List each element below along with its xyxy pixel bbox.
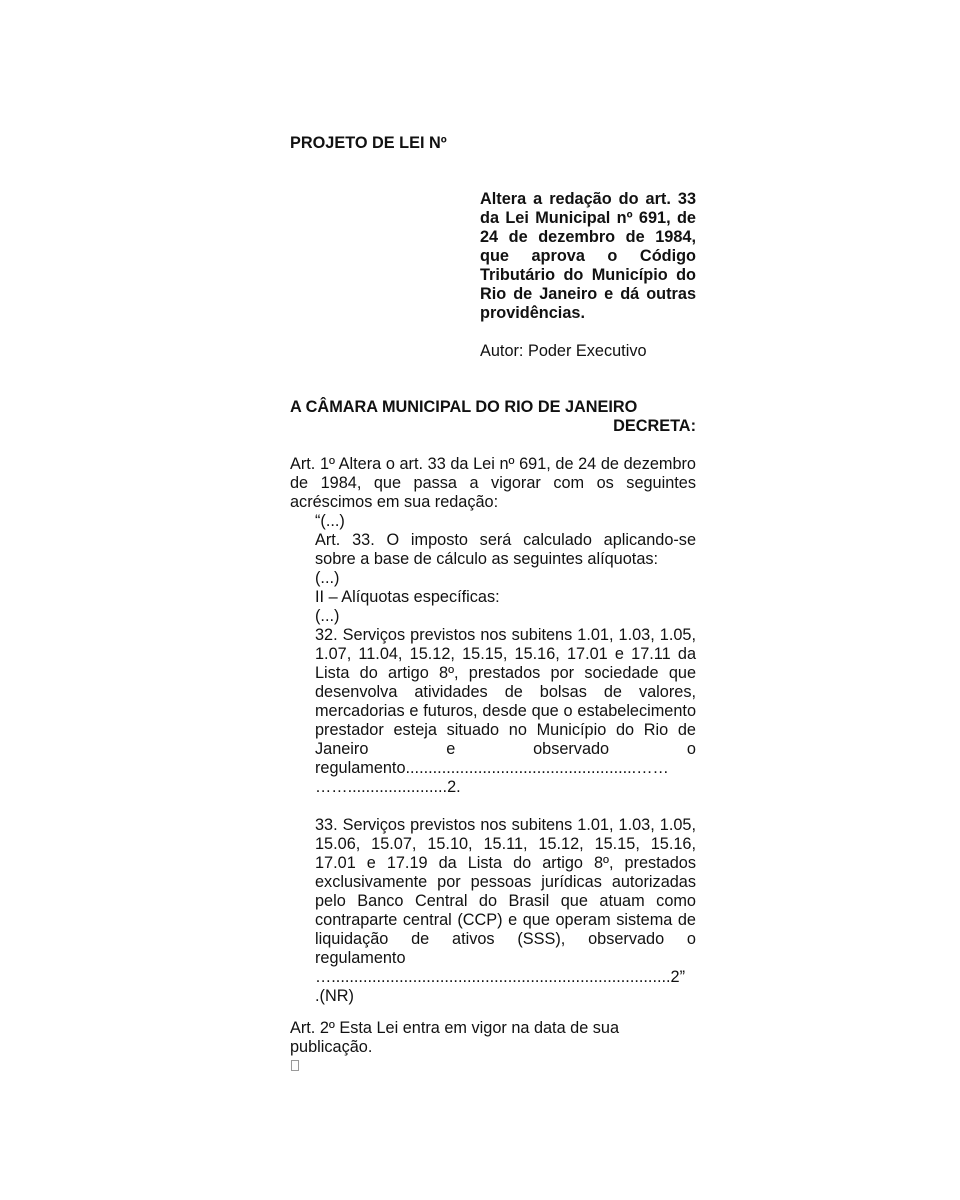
enacting-clause-decrees: DECRETA: (613, 417, 696, 435)
item-32-rate: ……......................2. (315, 778, 461, 796)
item-33-regulation: regulamento (315, 949, 406, 967)
enacting-clause-chamber: A CÂMARA MUNICIPAL DO RIO DE JANEIRO (290, 398, 638, 416)
item-32-text: 32. Serviços previstos nos subitens 1.01, 1.03, 1.05, 1.07, 11.04, 15.12, 15.15, 15.16, 17.01 e 17.11 da Lista do artigo 8º, prestados por sociedade que desenvolva atividades de bolsas de valores, mercadorias e futuros, desde que o estabelecimento prestador esteja situado no Município do Rio de Janeiro e observado o (315, 626, 696, 758)
bill-summary: Altera a redação do art. 33 da Lei Municipal nº 691, de 24 de dezembro de 1984, que aprova o Código Tributário do Município do Rio de Janeiro e dá outras providências. (480, 190, 696, 322)
item-33-text: 33. Serviços previstos nos subitens 1.01, 1.03, 1.05, 15.06, 15.07, 15.10, 15.11, 15.12, 15.15, 15.16, 17.01 e 17.19 da Lista do artigo 8º, prestados exclusivamente por pessoas jurídicas autorizadas pelo Banco Central do Brasil que atuam como contraparte central (CCP) e que operam sistema de liquidação de ativos (SSS), observado o (315, 816, 696, 948)
paragraph-gap (315, 797, 696, 816)
bill-title: PROJETO DE LEI Nº (290, 134, 447, 152)
quote-ellipsis: (...) (315, 569, 340, 587)
item-33-rate: …...........................................................................2” (315, 968, 686, 986)
enacting-clause (290, 398, 696, 436)
bill-author: Autor: Poder Executivo (480, 342, 647, 360)
amended-text-quote (315, 512, 696, 1006)
missing-glyph-icon (291, 1060, 299, 1071)
article-2: Art. 2º Esta Lei entra em vigor na data de sua publicação. (290, 1019, 620, 1056)
quote-ellipsis: (...) (315, 607, 340, 625)
article-1: Art. 1º Altera o art. 33 da Lei nº 691, de 24 de dezembro de 1984, que passa a vigorar com os seguintes acréscimos em sua redação: (290, 455, 696, 511)
quote-opening: “(...) (315, 512, 345, 530)
item-32-regulation: regulamento...................................................…… (315, 759, 669, 777)
quote-section-ii: II – Alíquotas específicas: (315, 588, 500, 606)
item-33-nr-marker: .(NR) (315, 987, 354, 1005)
quote-art-33: Art. 33. O imposto será calculado aplicando-se sobre a base de cálculo as seguintes alíquotas: (315, 531, 696, 568)
